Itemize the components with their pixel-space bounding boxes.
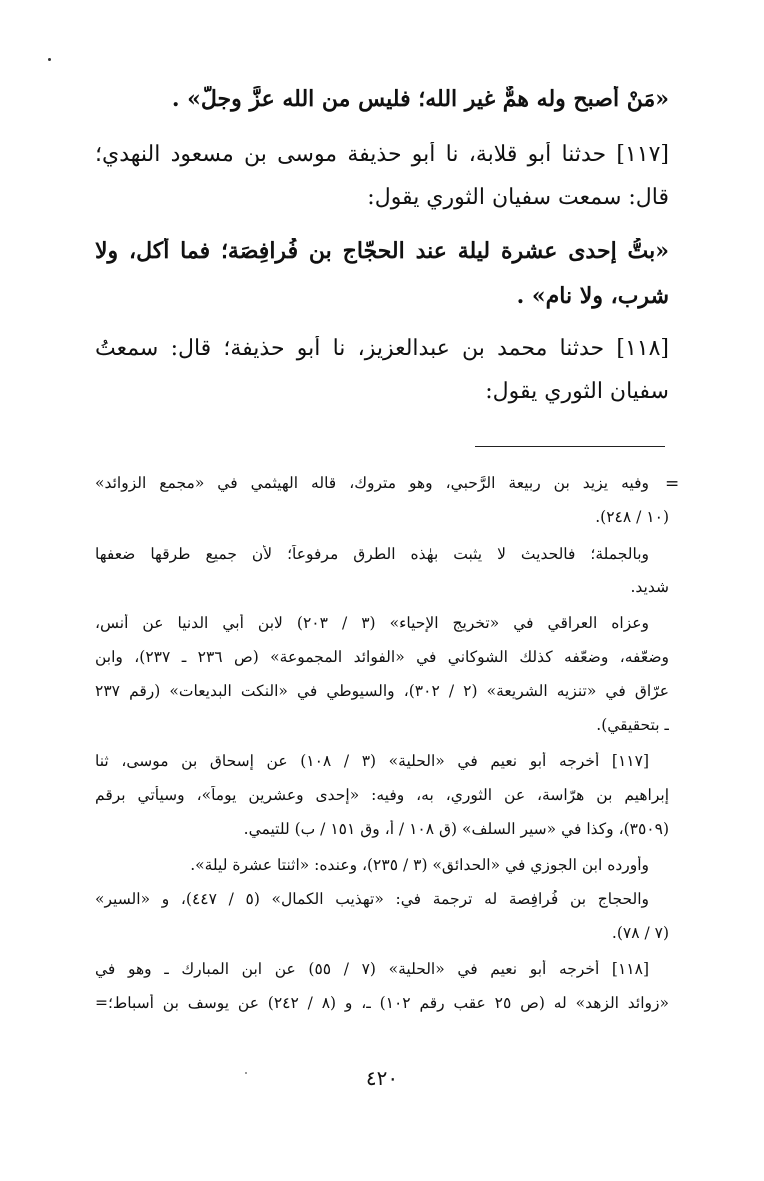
footnote-116-c-line-1: وعزاه العراقي في «تخريج الإحياء» (٣ / ٢٠٣) لابن أبي الدنيا عن أنس،	[95, 614, 649, 632]
hadith-118-isnad-line-1: [١١٨] حدثنا محمد بن عبدالعزيز، نا أبو حذيفة؛ قال: سمعتُ	[95, 336, 669, 361]
hadith-116-ending: «مَنْ أصبح وله همٌّ غير الله؛ فليس من الله عزَّ وجلَّ» .	[171, 86, 669, 112]
footnote-117-a-line-3: (٣٥٠٩)، وكذا في «سير السلف» (ق ١٠٨ / أ، وق ١٥١ / ب) للتيمي.	[243, 820, 669, 838]
page-number: ٤٢٠	[365, 1066, 399, 1090]
hadith-118-isnad-line-2: سفيان الثوري يقول:	[485, 379, 669, 404]
footnote-117-a-line-2: إبراهيم بن هرّاسة، عن الثوري، به، وفيه: «إحدى وعشرين يوماً»، وسيأتي برقم	[95, 786, 669, 804]
footnote-separator	[475, 446, 665, 447]
footnote-116-c-line-4: ـ بتحقيقي).	[596, 716, 669, 734]
hadith-117-isnad-line-1: [١١٧] حدثنا أبو قلابة، نا أبو حذيفة موسى بن مسعود النهدي؛	[95, 142, 669, 167]
footnote-116-c-line-2: وضعّفه، وضعّفه كذلك الشوكاني في «الفوائد المجموعة» (ص ٢٣٦ ـ ٢٣٧)، وابن	[95, 648, 669, 666]
scan-speck	[48, 58, 51, 61]
footnote-116-b-line-1: وبالجملة؛ فالحديث لا يثبت بهٰذه الطرق مرفوعاً؛ لأن جميع طرقها ضعفها	[95, 545, 649, 563]
hadith-117-matn-line-2: شرب، ولا نام» .	[516, 283, 669, 309]
footnote-116-a-line-2: (١٠ / ٢٤٨).	[595, 508, 669, 526]
footnote-118-a-line-1: [١١٨] أخرجه أبو نعيم في «الحلية» (٧ / ٥٥) عن ابن المبارك ـ وهو في	[95, 960, 649, 978]
footnote-116-c-line-3: عرّاق في «تنزيه الشريعة» (٢ / ٣٠٢)، والسيوطي في «النكت البديعات» (رقم ٢٣٧	[95, 682, 669, 700]
footnote-116-a-line-1: وفيه يزيد بن ربيعة الرَّحبي، وهو متروك، قاله الهيثمي في «مجمع الزوائد»	[95, 474, 649, 492]
footnote-117-c-line-1: والحجاج بن فُرافِصة له ترجمة في: «تهذيب الكمال» (٥ / ٤٤٧)، و «السير»	[95, 890, 649, 908]
hadith-117-isnad-line-2: قال: سمعت سفيان الثوري يقول:	[367, 185, 669, 210]
footnote-116-b-line-2: شديد.	[630, 578, 669, 596]
footnote-continuation-marker: =	[665, 474, 680, 494]
footnote-117-b-line-1: وأورده ابن الجوزي في «الحدائق» (٣ / ٢٣٥)، وعنده: «اثنتا عشرة ليلة».	[190, 856, 649, 874]
footnote-117-c-line-2: (٧ / ٧٨).	[611, 924, 669, 942]
hadith-117-matn-line-1: «بتُّ إحدى عشرة ليلة عند الحجّاج بن فُرافِصَة؛ فما أكل، ولا	[95, 238, 669, 264]
footnote-117-a-line-1: [١١٧] أخرجه أبو نعيم في «الحلية» (٣ / ١٠٨) عن إسحاق بن موسى، ثنا	[95, 752, 649, 770]
footnote-118-a-line-2: «زوائد الزهد» له (ص ٢٥ عقب رقم ١٠٢) ـ، و (٨ / ٢٤٢) عن يوسف بن أسباط؛=	[95, 994, 669, 1012]
